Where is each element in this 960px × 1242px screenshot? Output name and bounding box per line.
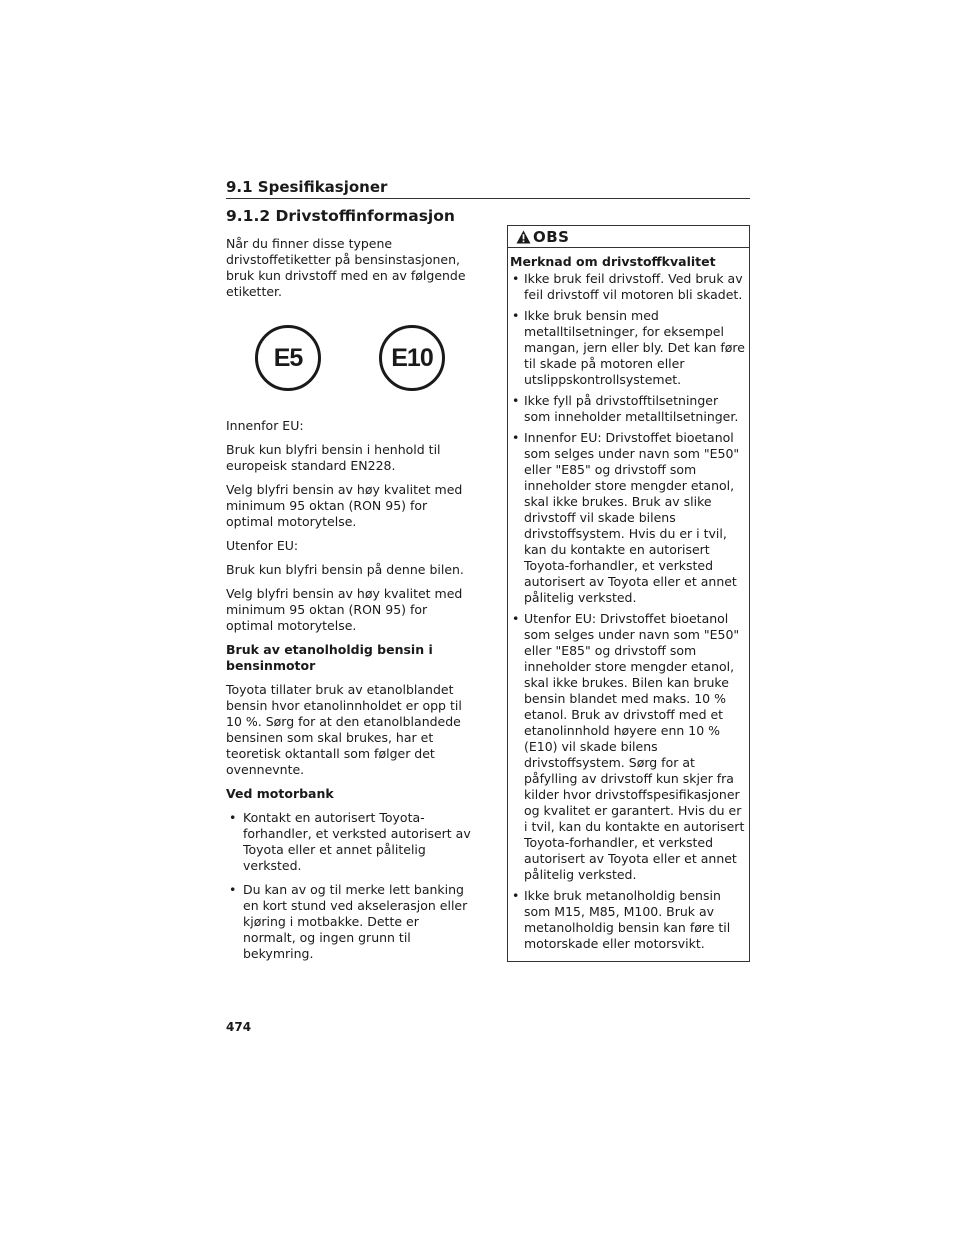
obs-title: Merknad om drivstoffkvalitet xyxy=(510,254,716,269)
ethanol-text: Toyota tillater bruk av etanolblandet bensin hvor etanolinnholdet er opp til 10 %. Sørg for at den etanolblandede bensinen som skal brukes, har et teoretisk oktantall som følger det ovennevnte. xyxy=(226,682,462,777)
list-item: • Innenfor EU: Drivstoffet bioetanol som selges under navn som "E50" eller "E85" og drivstoff som inneholder store mengder etanol, skal ikke brukes. Bruk av slike drivstoff vil skade bilens drivstoffsystem. Hvis du er i tvil, kan du kontakte en autorisert Toyota-forhandler, et verksted autorisert av Toyota eller et annet pålitelig verksted. xyxy=(510,430,748,606)
eu-heading: Innenfor EU: xyxy=(226,418,304,433)
eu-text-2: Velg blyfri bensin av høy kvalitet med minimum 95 oktan (RON 95) for optimal motorytelse. xyxy=(226,482,463,529)
list-item: • Ikke bruk feil drivstoff. Ved bruk av feil drivstoff vil motoren bli skadet. xyxy=(510,271,748,303)
non-eu-heading: Utenfor EU: xyxy=(226,538,299,553)
list-item: • Ikke bruk metanolholdig bensin som M15, M85, M100. Bruk av metanolholdig bensin kan føre til motorskade eller motorsvikt. xyxy=(510,888,748,952)
list-item: • Ikke fyll på drivstofftilsetninger som inneholder metalltilsetninger. xyxy=(510,393,748,425)
left-column xyxy=(226,206,474,970)
intro-text: Når du finner disse typene drivstoffetiketter på bensinstasjonen, bruk kun drivstoff med en av følgende etiketter. xyxy=(226,236,466,299)
obs-notice-box xyxy=(507,225,750,962)
list-item: • Du kan av og til merke lett banking en kort stund ved akselerasjon eller kjøring i motbakke. Dette er normalt, og ingen grunn til bekymring. xyxy=(226,882,474,962)
knock-heading: Ved motorbank xyxy=(226,786,334,801)
list-item: • Ikke bruk bensin med metalltilsetninger, for eksempel mangan, jern eller bly. Det kan føre til skade på motoren eller utslippskontrollsystemet. xyxy=(510,308,748,388)
fuel-labels xyxy=(226,308,474,408)
non-eu-text-2: Velg blyfri bensin av høy kvalitet med minimum 95 oktan (RON 95) for optimal motorytelse. xyxy=(226,586,463,633)
eu-text-1: Bruk kun blyfri bensin i henhold til europeisk standard EN228. xyxy=(226,442,441,473)
header-divider xyxy=(226,198,750,199)
fuel-label-e10: E10 xyxy=(379,325,445,391)
fuel-label-e5: E5 xyxy=(255,325,321,391)
section-header: 9.1 Spesifikasjoner xyxy=(226,178,388,196)
ethanol-heading: Bruk av etanolholdig bensin i bensinmotor xyxy=(226,642,433,673)
list-item: • Kontakt en autorisert Toyota-forhandler, et verksted autorisert av Toyota eller et annet pålitelig verksted. xyxy=(226,810,474,874)
non-eu-text-1: Bruk kun blyfri bensin på denne bilen. xyxy=(226,562,464,577)
list-item: • Utenfor EU: Drivstoffet bioetanol som selges under navn som "E50" eller "E85" og drivstoff som inneholder store mengder etanol, skal ikke brukes. Bilen kan bruke bensin blandet med maks. 10 % etanol. Bruk av drivstoff med et etanolinnhold høyere enn 10 % (E10) vil skade bilens drivstoffsystem. Sørg for at påfylling av drivstoff kun skjer fra kilder hvor drivstoffspesifikasjoner og kvalitet er garantert. Hvis du er i tvil, kan du kontakte en autorisert Toyota-forhandler, et verksted autorisert av Toyota eller et annet pålitelig verksted. xyxy=(510,611,748,883)
obs-label: OBS xyxy=(533,227,570,246)
obs-list xyxy=(510,271,748,952)
obs-header xyxy=(508,226,749,248)
knock-list xyxy=(226,810,474,962)
page-number: 474 xyxy=(226,1020,252,1034)
section-title: 9.1.2 Drivstoffinformasjon xyxy=(226,207,455,225)
obs-body xyxy=(508,248,749,961)
warning-triangle-icon xyxy=(516,230,531,244)
